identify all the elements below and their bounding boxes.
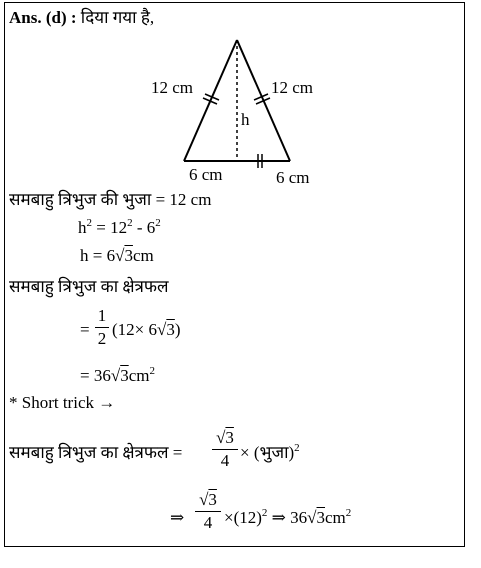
radicand: 3 (166, 320, 175, 339)
step1-equals: = (80, 320, 90, 339)
expr-a: (12× 6 (112, 320, 157, 339)
final-mid: ×(12) (224, 508, 262, 527)
height-label: h (241, 110, 250, 129)
equals-sign: = (96, 218, 106, 237)
sup: 2 (127, 217, 133, 229)
radicand: 3 (316, 508, 326, 527)
side-statement: समबाहु त्रिभुज की भुजा = 12 cm (9, 190, 212, 209)
twelve: 12 (110, 218, 128, 237)
given-text: दिया गया है, (80, 8, 155, 27)
final-fraction (195, 490, 221, 533)
formula-lhs: समबाहु त्रिभुज का क्षेत्रफल = (9, 443, 183, 462)
sqrt-sign: √ (199, 490, 209, 509)
sup: 2 (86, 217, 92, 229)
area-title: समबाहु त्रिभुज का क्षेत्रफल (9, 277, 169, 296)
numerator (212, 428, 238, 448)
expr-b: ) (174, 320, 181, 339)
final-arrow: ⇒ (170, 508, 185, 527)
answer-label: Ans. (d) : (9, 8, 77, 27)
sqrt-sign: √ (216, 428, 226, 447)
numerator: 1 (97, 306, 107, 325)
h-value (80, 246, 154, 266)
side-squared: × (भुजा) (240, 443, 295, 462)
half-fraction (95, 306, 109, 349)
step2-result (80, 366, 155, 386)
h-var: h (78, 218, 87, 237)
denominator: 4 (203, 513, 213, 532)
root3-over-4-fraction (212, 428, 238, 471)
fraction-bar (212, 449, 238, 450)
fraction-bar (95, 327, 109, 328)
sup: 2 (294, 442, 300, 454)
h-value-prefix: h = 6 (80, 246, 116, 265)
right-base-label: 6 cm (276, 168, 310, 187)
sqrt-sign: √ (307, 508, 317, 527)
step2-prefix: = 36 (80, 366, 111, 385)
sup: 2 (345, 507, 352, 519)
radicand: 3 (225, 428, 234, 447)
radicand: 3 (208, 490, 217, 509)
numerator (195, 490, 221, 510)
h-squared-equation (78, 218, 161, 238)
left-base-label: 6 cm (189, 165, 223, 184)
sqrt-sign: √ (110, 366, 121, 385)
denominator: 4 (220, 451, 230, 470)
right-side-label: 12 cm (271, 78, 314, 97)
left-side-label: 12 cm (151, 78, 194, 97)
fraction-bar (195, 511, 221, 512)
denominator: 2 (97, 329, 107, 348)
step1-expression (112, 320, 181, 340)
final-arrow2: ⇒ 36 (271, 508, 308, 527)
unit: cm (132, 246, 154, 265)
unit: cm (128, 366, 150, 385)
radicand: 3 (120, 366, 129, 385)
final-result (224, 508, 351, 528)
sqrt-sign: √ (115, 246, 125, 265)
sqrt-sign: √ (157, 320, 167, 339)
short-trick-label: * Short trick → (9, 393, 116, 412)
sup: 2 (261, 507, 268, 519)
radicand: 3 (124, 246, 133, 265)
formula-rhs (240, 443, 300, 463)
unit: cm (325, 508, 346, 527)
minus-six: - 6 (132, 218, 156, 237)
sup: 2 (155, 217, 161, 229)
triangle-diagram (0, 0, 481, 200)
sup: 2 (149, 365, 155, 377)
